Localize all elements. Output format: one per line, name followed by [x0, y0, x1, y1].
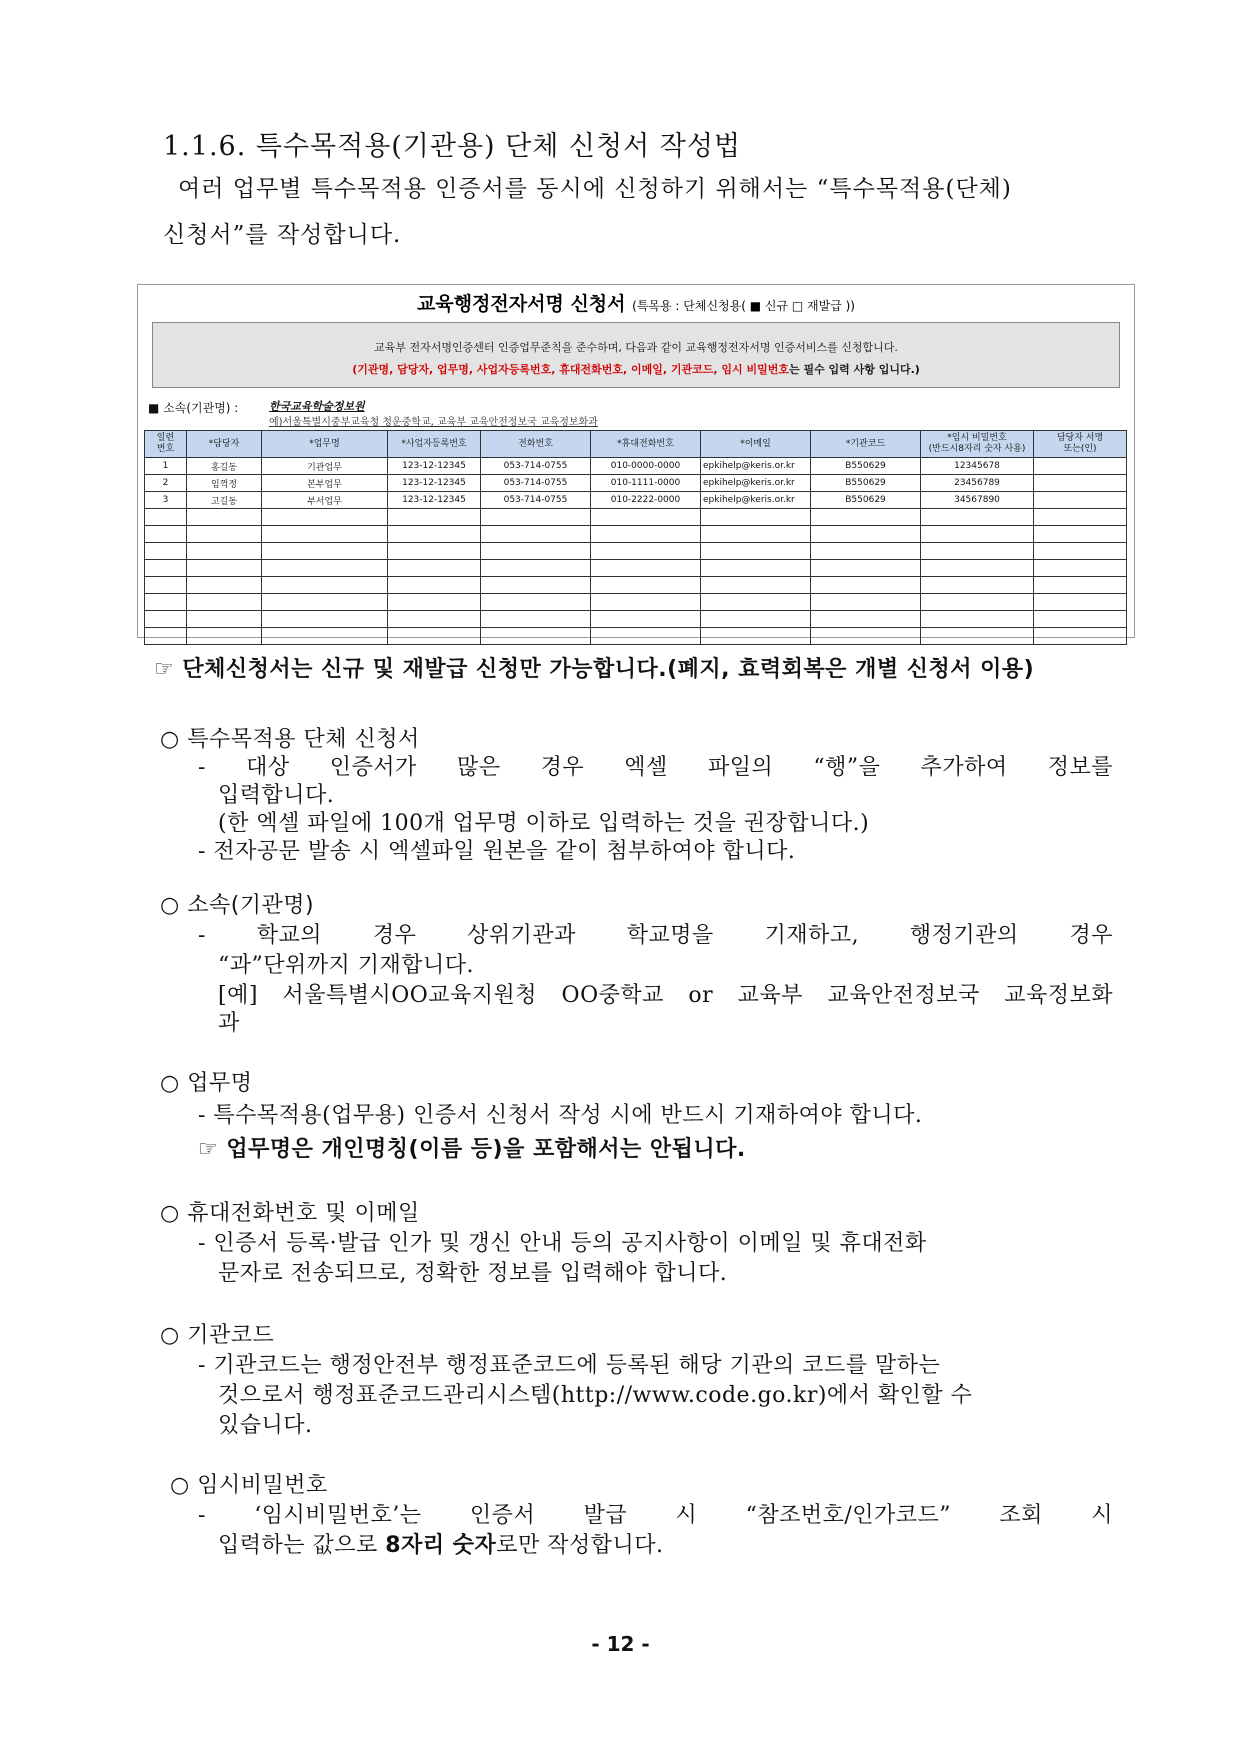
column-header: 일련 번호	[145, 431, 187, 458]
temp-password-text-pre: 입력하는 값으로	[218, 1533, 386, 1558]
column-header: *이메일	[701, 431, 811, 458]
cell-business-number: 123-12-12345	[388, 475, 481, 492]
section-bulk-form-line-1: - 대상 인증서가 많은 경우 엑셀 파일의 “행”을 추가하여 정보를	[198, 755, 1113, 780]
cell-task: 부서업무	[262, 492, 388, 509]
section-org-code-line-1: - 기관코드는 행정안전부 행정표준코드에 등록된 해당 기관의 코드를 말하는	[198, 1353, 941, 1378]
cell-phone: 053-714-0755	[481, 458, 591, 475]
form-notice-line-2	[153, 361, 1119, 377]
table-row	[145, 492, 1127, 509]
table-header-row	[145, 431, 1127, 458]
section-temp-password-line-2	[218, 1528, 664, 1559]
cell-email: epkihelp@keris.or.kr	[701, 458, 811, 475]
form-notice-line-1: 교육부 전자서명인증센터 인증업무준칙을 준수하며, 다음과 같이 교육행정전자서명 인증서비스를 신청합니다.	[374, 341, 898, 354]
section-task-name-line-1: - 특수목적용(업무용) 인증서 신청서 작성 시에 반드시 기재하여야 합니다.	[198, 1103, 923, 1128]
cell-phone: 053-714-0755	[481, 492, 591, 509]
section-contact-title: ○ 휴대전화번호 및 이메일	[160, 1201, 420, 1226]
cell-org-code: B550629	[811, 458, 921, 475]
cell-temp-password: 12345678	[921, 458, 1034, 475]
empty-table-row	[145, 577, 1127, 594]
section-bulk-form-title: ○ 특수목적용 단체 신청서	[160, 727, 420, 752]
form-title	[138, 289, 1134, 316]
table-row	[145, 475, 1127, 492]
column-header: *업무명	[262, 431, 388, 458]
bulk-application-note: ☞ 단체신청서는 신규 및 재발급 신청만 가능합니다.(폐지, 효력회복은 개별 신청서 이용)	[154, 657, 1035, 682]
application-table	[144, 430, 1127, 645]
section-bulk-form-line-2: 입력합니다.	[218, 783, 335, 808]
cell-manager: 홍길동	[187, 458, 262, 475]
temp-password-text-post: 로만 작성합니다.	[496, 1533, 664, 1558]
section-bulk-form-line-4: - 전자공문 발송 시 엑셀파일 원본을 같이 첨부하여야 합니다.	[198, 839, 796, 864]
section-temp-password-line-1: - ‘임시비밀번호’는 인증서 발급 시 “참조번호/인가코드” 조회 시	[198, 1503, 1114, 1528]
cell-manager: 임꺽정	[187, 475, 262, 492]
temp-password-digits: 8자리 숫자	[385, 1533, 497, 1558]
cell-signature	[1034, 492, 1127, 509]
column-header: 담당자 서명 또는(인)	[1034, 431, 1127, 458]
section-org-code-line-2: 것으로서 행정표준코드관리시스템(http://www.code.go.kr)에서 확인할 수	[218, 1383, 973, 1408]
cell-mobile: 010-0000-0000	[591, 458, 701, 475]
empty-table-row	[145, 560, 1127, 577]
section-heading: 1.1.6. 특수목적용(기관용) 단체 신청서 작성법	[163, 131, 741, 162]
form-notice-required-suffix: 는 필수 입력 사항 입니다.)	[789, 363, 920, 376]
column-header: *임시 비밀번호 (반드시8자리 숫자 사용)	[921, 431, 1034, 458]
section-contact-line-1: - 인증서 등록·발급 인가 및 갱신 안내 등의 공지사항이 이메일 및 휴대전화	[198, 1231, 927, 1256]
empty-table-row	[145, 509, 1127, 526]
section-task-name-title: ○ 업무명	[160, 1071, 253, 1096]
cell-mobile: 010-1111-0000	[591, 475, 701, 492]
section-org-code-title: ○ 기관코드	[160, 1323, 275, 1348]
form-notice-required-fields: (기관명, 담당자, 업무명, 사업자등록번호, 휴대전화번호, 이메일, 기관코드, 임시 비밀번호	[352, 363, 790, 376]
cell-phone: 053-714-0755	[481, 475, 591, 492]
affiliation-example: 예)서울특별시중부교육청 청운중학교, 교육부 교육안전정보국 교육정보화과	[269, 417, 598, 428]
cell-business-number: 123-12-12345	[388, 492, 481, 509]
section-contact-line-2: 문자로 전송되므로, 정확한 정보를 입력해야 합니다.	[218, 1261, 728, 1286]
cell-serial: 1	[145, 458, 187, 475]
cell-signature	[1034, 475, 1127, 492]
empty-table-row	[145, 628, 1127, 645]
table-row	[145, 458, 1127, 475]
form-subtitle: (특목용 : 단체신청용( ■ 신규 □ 재발급 ))	[632, 299, 855, 313]
section-affiliation-title: ○ 소속(기관명)	[160, 893, 315, 918]
cell-org-code: B550629	[811, 475, 921, 492]
affiliation-label: ■ 소속(기관명) :	[148, 401, 239, 415]
column-header: 전화번호	[481, 431, 591, 458]
column-header: *기관코드	[811, 431, 921, 458]
section-affiliation-line-4: 과	[218, 1011, 240, 1036]
application-form-image	[137, 284, 1135, 638]
cell-email: epkihelp@keris.or.kr	[701, 475, 811, 492]
section-org-code-line-3: 있습니다.	[218, 1413, 313, 1438]
cell-serial: 3	[145, 492, 187, 509]
intro-line-2: 신청서”를 작성합니다.	[163, 222, 402, 248]
cell-task: 기관업무	[262, 458, 388, 475]
form-notice-box	[152, 322, 1120, 388]
column-header: *사업자등록번호	[388, 431, 481, 458]
section-affiliation-line-3: [예] 서울특별시OO교육지원청 OO중학교 or 교육부 교육안전정보국 교육정보화	[218, 983, 1113, 1008]
intro-line-1: 여러 업무별 특수목적용 인증서를 동시에 신청하기 위해서는 “특수목적용(단체)	[178, 176, 1012, 202]
affiliation-value: 한국교육학술정보원	[269, 400, 365, 413]
column-header: *휴대전화번호	[591, 431, 701, 458]
cell-email: epkihelp@keris.or.kr	[701, 492, 811, 509]
cell-mobile: 010-2222-0000	[591, 492, 701, 509]
column-header: *담당자	[187, 431, 262, 458]
cell-business-number: 123-12-12345	[388, 458, 481, 475]
empty-table-row	[145, 594, 1127, 611]
cell-temp-password: 34567890	[921, 492, 1034, 509]
cell-org-code: B550629	[811, 492, 921, 509]
cell-signature	[1034, 458, 1127, 475]
cell-task: 본부업무	[262, 475, 388, 492]
cell-serial: 2	[145, 475, 187, 492]
form-title-text: 교육행정전자서명 신청서	[417, 293, 626, 315]
empty-table-row	[145, 543, 1127, 560]
cell-manager: 고길동	[187, 492, 262, 509]
cell-temp-password: 23456789	[921, 475, 1034, 492]
section-affiliation-line-2: “과”단위까지 기재합니다.	[218, 953, 475, 978]
empty-table-row	[145, 526, 1127, 543]
section-bulk-form-line-3: (한 엑셀 파일에 100개 업무명 이하로 입력하는 것을 권장합니다.)	[218, 811, 870, 836]
section-task-name-warning: ☞ 업무명은 개인명칭(이름 등)을 포함해서는 안됩니다.	[198, 1137, 746, 1162]
section-affiliation-line-1: - 학교의 경우 상위기관과 학교명을 기재하고, 행정기관의 경우	[198, 923, 1113, 948]
empty-table-row	[145, 611, 1127, 628]
section-temp-password-title: ○ 임시비밀번호	[170, 1473, 328, 1498]
page-number: - 12 -	[591, 1632, 650, 1656]
